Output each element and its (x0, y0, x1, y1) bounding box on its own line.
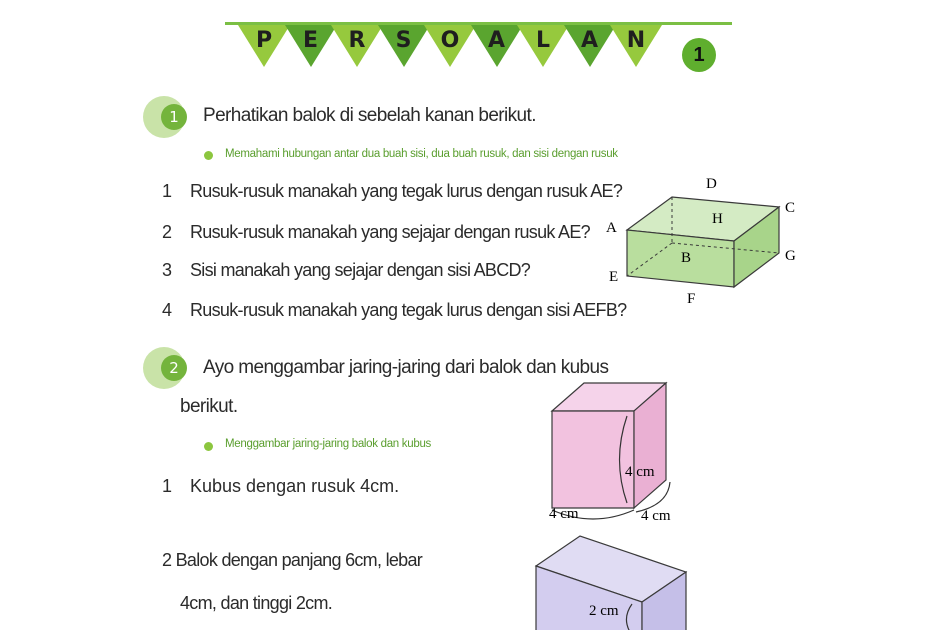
section2-title: Ayo menggambar jaring-jaring dari balok dan kubus (203, 357, 609, 378)
cuboid-figure (600, 168, 810, 308)
section1-goal: Memahami hubungan antar dua buah sisi, dua buah rusuk, dan sisi dengan rusuk (225, 148, 618, 160)
cube-height-label: 4 cm (625, 464, 655, 480)
section2-q1-number: 1 (162, 476, 173, 496)
section1-q2-text: Rusuk-rusuk manakah yang sejajar dengan rusuk AE? (190, 222, 590, 242)
section2-q2-text-continued: 4cm, dan tinggi 2cm. (180, 593, 333, 613)
banner-letter: N (626, 28, 646, 53)
section2-goal: Menggambar jaring-jaring balok dan kubus (225, 438, 431, 450)
banner-letter: S (395, 28, 412, 53)
box-height-label: 2 cm (589, 603, 619, 619)
cube-front-face (552, 411, 634, 508)
banner-letter: A (580, 28, 599, 53)
section1-title: Perhatikan balok di sebelah kanan berikut. (203, 105, 536, 126)
banner-number: 1 (682, 38, 716, 72)
section1-q2-number: 2 (162, 222, 173, 242)
section2-badge (143, 347, 185, 389)
vertex-label-f: F (687, 291, 696, 307)
section2-title-continued: berikut. (180, 396, 238, 417)
cube-figure (540, 375, 690, 530)
banner-letter: A (487, 28, 506, 53)
section1-badge (143, 96, 185, 138)
section1-q4-text: Rusuk-rusuk manakah yang tegak lurus dengan sisi AEFB? (190, 300, 627, 320)
banner-letter: E (302, 28, 319, 53)
vertex-label-g: G (785, 248, 796, 264)
section1-q4-number: 4 (162, 300, 173, 320)
section1-number: 1 (161, 104, 187, 130)
banner-letter: P (255, 28, 273, 53)
banner-letter: L (535, 28, 551, 53)
vertex-label-h: H (712, 211, 723, 227)
cube-depth-label: 4 cm (641, 508, 671, 524)
section1-goal-bullet (204, 151, 213, 160)
vertex-label-e: E (609, 269, 619, 285)
section2-number: 2 (161, 355, 187, 381)
section1-q1-text: Rusuk-rusuk manakah yang tegak lurus dengan rusuk AE? (190, 181, 623, 201)
cube-width-label: 4 cm (549, 506, 579, 522)
box-figure (530, 530, 690, 630)
section1-q3-text: Sisi manakah yang sejajar dengan sisi ABCD? (190, 260, 531, 280)
section2-goal-bullet (204, 442, 213, 451)
section2-q2-text: 2 Balok dengan panjang 6cm, lebar (162, 550, 423, 570)
vertex-label-b: B (681, 250, 692, 266)
vertex-label-a: A (606, 220, 617, 236)
section1-q3-number: 3 (162, 260, 173, 280)
vertex-label-d: D (706, 176, 717, 192)
banner-letter: O (440, 28, 460, 53)
section2-q1-text: Kubus dengan rusuk 4cm. (190, 476, 400, 496)
banner-letter: R (348, 28, 366, 53)
vertex-label-c: C (785, 200, 796, 216)
section1-q1-number: 1 (162, 181, 173, 201)
